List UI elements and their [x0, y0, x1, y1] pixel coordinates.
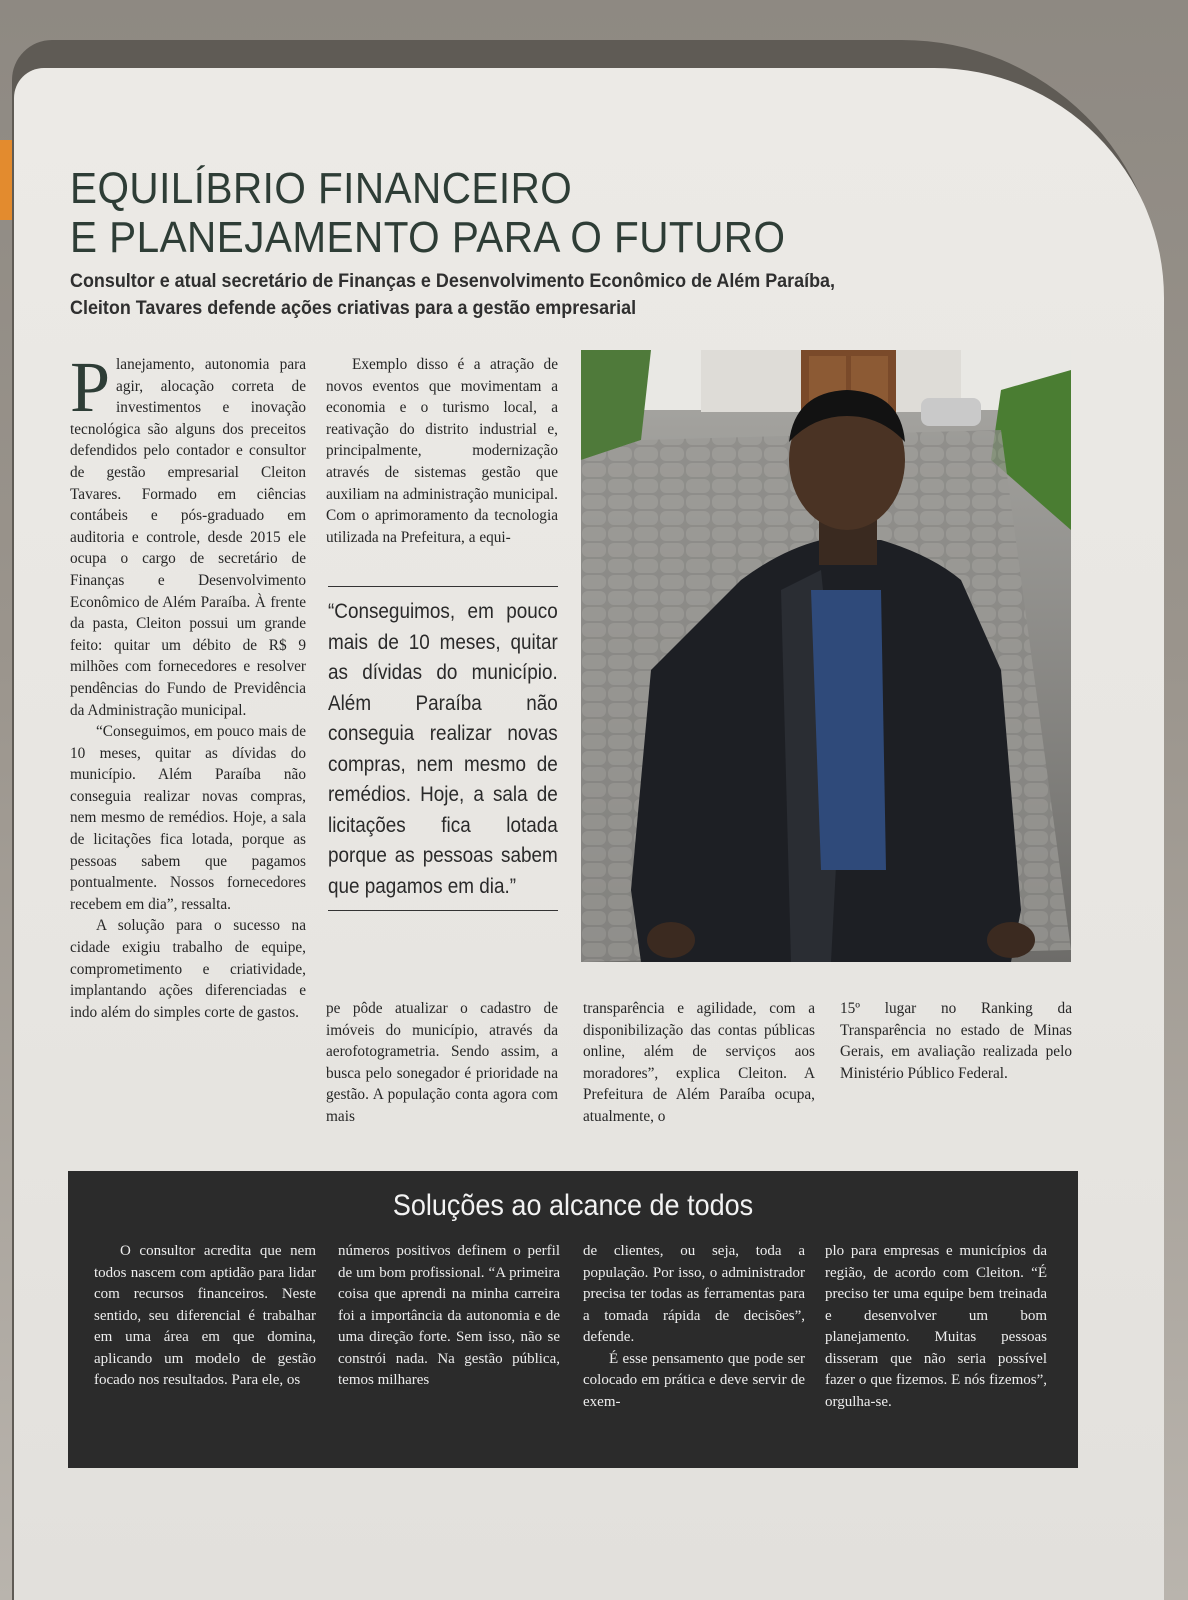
sidebar-paragraph-5: plo para empresas e municípios da região, de acordo com Cleiton. “É preciso ter uma equipe bem treinada e desenvolver um bom planejamento. Muitas pessoas disseram que não seria possível fazer o que fizemos. E nós fizemos”, orgulha-se.: [825, 1243, 1047, 1410]
sidebar-paragraph-4: É esse pensamento que pode ser colocado em prática e deve servir de exem-: [583, 1350, 805, 1410]
article-paragraph-6: transparência e agilidade, com a disponibilização das contas públicas online, além de serviços aos moradores”, explica Cleiton. A Prefeitura de Além Paraíba ocupa, atualmente, o: [583, 1000, 815, 1125]
article-paragraph-2: “Conseguimos, em pouco mais de 10 meses, quitar as dívidas do município. Além Paraíba não conseguia realizar novas compras, nem mesmo de remédios. Hoje, a sala de licitações fica lotada, porque as pessoas sabem que pagamos pontualmente. Nossos fornecedores recebem em dia”, ressalta.: [70, 723, 306, 913]
sidebar-paragraph-3: de clientes, ou seja, toda a população. Por isso, o administrador precisa ter todas as ferramentas para a tomada rápida de decisões”, defende.: [583, 1243, 805, 1345]
sidebar-box-title: Soluções ao alcance de todos: [392, 1189, 754, 1222]
sidebar-column-4: [825, 1241, 1047, 1413]
sidebar-column-1: [94, 1241, 316, 1392]
headline-line-2: E PLANEJAMENTO PARA O FUTURO: [70, 213, 786, 262]
article-column-4-bottom: [840, 998, 1072, 1084]
subhead-line-1: Consultor e atual secretário de Finanças e Desenvolvimento Econômico de Além Paraíba,: [70, 270, 836, 292]
sidebar-column-2: [338, 1241, 560, 1392]
article-column-2-top: [326, 354, 558, 548]
article-column-3-bottom: [583, 998, 815, 1128]
article-column-1: [70, 347, 306, 1023]
orange-page-edge: [0, 140, 12, 220]
article-paragraph-3: A solução para o sucesso na cidade exigiu trabalho de equipe, comprometimento e criatividade, implantando ações diferenciadas e indo além do simples corte de gastos.: [70, 917, 306, 1021]
article-paragraph-4: Exemplo disso é a atração de novos eventos que movimentam a economia e o turismo local, a reativação do distrito industrial e, principalmente, modernização através de sistemas gestão que auxiliam na administração municipal. Com o aprimoramento da tecnologia utilizada na Prefeitura, a equi-: [326, 356, 558, 546]
paragraph-1-text: lanejamento, autonomia para agir, alocação correta de investimentos e inovação tecnológica são alguns dos preceitos defendidos pelo contador e consultor de gestão empresarial Cleiton Tavares. Formado em ciências contábeis e pós-graduado em auditoria e controle, desde 2015 ele ocupa o cargo de secretário de Finanças e Desenvolvimento Econômico de Além Paraíba. À frente da pasta, Cleiton possui um grande feito: quitar um débito de R$ 9 milhões com fornecedores e resolver pendências do Fundo de Previdência da Administração municipal.: [70, 356, 306, 719]
portrait-photo: [581, 350, 1071, 962]
sidebar-column-3: [583, 1241, 805, 1413]
article-paragraph-1: [70, 347, 306, 721]
sidebar-paragraph-1: O consultor acredita que nem todos nascem com aptidão para lidar com recursos financeiros. Neste sentido, seu diferencial é trabalhar em uma área em que domina, aplicando um modelo de gestão focado nos resultados. Para ele, os: [94, 1243, 316, 1388]
drop-cap: P: [70, 347, 111, 427]
headline-line-1: EQUILÍBRIO FINANCEIRO: [70, 164, 573, 213]
article-headline: [70, 164, 898, 262]
pull-quote-text: “Conseguimos, em pouco mais de 10 meses, quitar as dívidas do município. Além Paraíba não conseguia realizar novas compras, nem mesmo de remédios. Hoje, a sala de licitações fica lotada porque as pessoas sabem que pagamos em dia.”: [328, 600, 558, 898]
portrait-photo-illustration: [581, 350, 1071, 962]
sidebar-box: [68, 1171, 1078, 1468]
article-subhead: [70, 268, 880, 322]
article-paragraph-7: 15º lugar no Ranking da Transparência no estado de Minas Gerais, em avaliação realizada pelo Ministério Público Federal.: [840, 1000, 1072, 1082]
subhead-line-2: Cleiton Tavares defende ações criativas para a gestão empresarial: [70, 297, 637, 319]
sidebar-paragraph-2: números positivos definem o perfil de um bom profissional. “A primeira coisa que aprendi na minha carreira foi a importância da autonomia e de uma direção forte. Sem isso, não se constrói nada. Na gestão pública, temos milhares: [338, 1243, 560, 1388]
article-paragraph-5: pe pôde atualizar o cadastro de imóveis do município, através da aerofotogrametria. Sendo assim, a busca pelo sonegador é prioridade na gestão. A população conta agora com mais: [326, 1000, 558, 1125]
pull-quote: [328, 586, 558, 911]
magazine-page: [14, 68, 1164, 1600]
article-column-2-bottom: [326, 998, 558, 1128]
